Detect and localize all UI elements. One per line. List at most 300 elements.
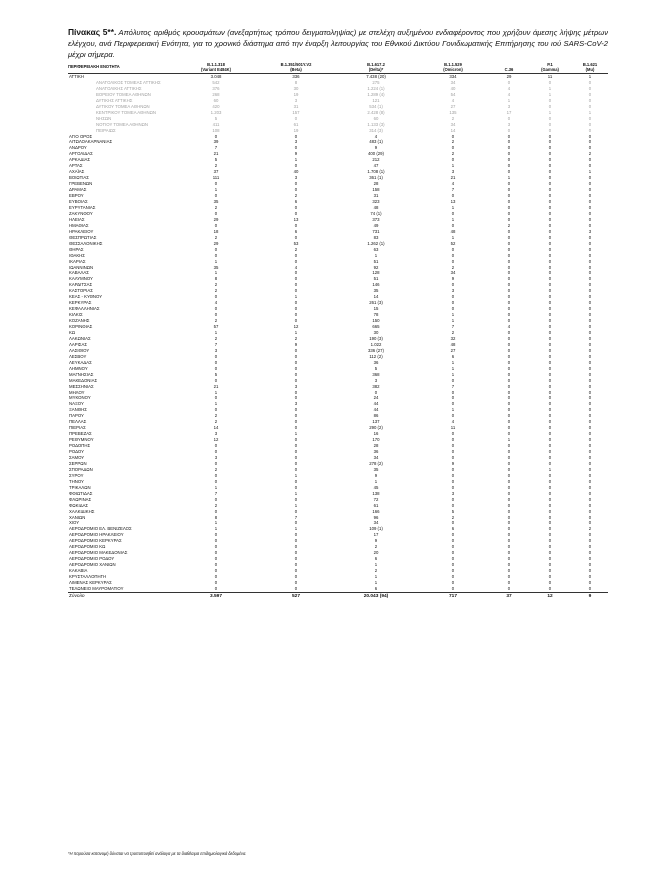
value-cell: 0 — [214, 544, 218, 550]
value-cell: 0 — [507, 341, 511, 347]
value-cell: 0 — [507, 502, 511, 508]
value-cell: 0 — [548, 585, 552, 591]
value-cell: 7.438 (20) — [366, 74, 386, 79]
value-cell: 0 — [548, 127, 552, 133]
value-cell: 0 — [588, 103, 592, 109]
value-cell: 21 — [213, 383, 219, 389]
value-cell: 0 — [294, 413, 298, 419]
value-cell: 0 — [507, 580, 511, 586]
value-cell: 20 — [373, 550, 379, 556]
value-cell: 9 — [374, 145, 378, 151]
value-cell: 336 (27) — [367, 347, 384, 353]
value-cell: 542 — [212, 79, 220, 85]
value-cell: 0 — [588, 216, 592, 222]
value-cell: 0 — [548, 79, 552, 85]
value-cell: 0 — [507, 532, 511, 538]
value-cell: 0 — [507, 455, 511, 460]
value-cell: 0 — [588, 115, 592, 121]
value-cell: 0 — [588, 466, 592, 472]
value-cell: 0 — [294, 270, 298, 276]
value-cell: 1 — [374, 252, 378, 258]
region-name-cell: ΑΕΡΟΔΡΟΜΙΟ ΚΩ — [69, 544, 106, 550]
value-cell: 0 — [507, 359, 511, 365]
value-cell: 24 — [373, 395, 379, 401]
value-cell: 0 — [451, 449, 455, 455]
value-cell: 0 — [451, 550, 455, 556]
value-cell: 0 — [588, 133, 592, 139]
value-cell: 0 — [588, 127, 592, 133]
region-name-cell: ΦΩΚΙΔΑΣ — [69, 502, 89, 508]
value-cell: 53 — [293, 240, 299, 246]
value-cell: 3 — [294, 97, 298, 103]
value-cell: 0 — [548, 97, 552, 103]
value-cell: 0 — [548, 306, 552, 312]
value-cell: 0 — [548, 318, 552, 324]
value-cell: 0 — [548, 359, 552, 365]
value-cell: 0 — [588, 508, 592, 514]
value-cell: 0 — [507, 228, 511, 234]
value-cell: 0 — [451, 133, 455, 139]
value-cell: 0 — [214, 478, 218, 484]
value-cell: 2 — [451, 115, 455, 121]
region-name-cell: ΚΕΑΣ - ΚΥΘΝΟΥ — [69, 294, 103, 300]
value-cell: 483 (1) — [369, 139, 383, 145]
value-cell: 0 — [548, 288, 552, 294]
value-cell: 0 — [588, 532, 592, 538]
value-cell: 0 — [294, 181, 298, 187]
value-cell: 0 — [294, 395, 298, 401]
value-cell: 0 — [588, 210, 592, 216]
value-cell: 2 — [294, 246, 298, 252]
value-cell: 1 — [294, 526, 298, 532]
value-cell: 108 — [212, 127, 220, 133]
value-cell: 0 — [507, 163, 511, 169]
value-cell: 0 — [294, 484, 298, 490]
value-cell: 2 — [214, 204, 218, 210]
value-cell: 0 — [548, 538, 552, 544]
value-cell: 0 — [588, 312, 592, 318]
value-cell: 1 — [214, 258, 218, 264]
value-cell: 0 — [507, 425, 511, 431]
value-cell: 7 — [214, 341, 218, 347]
total-value-cell: 717 — [416, 592, 490, 600]
value-cell: 0 — [214, 181, 218, 187]
value-cell: 34 — [450, 270, 456, 276]
value-cell: 0 — [507, 210, 511, 216]
value-cell: 3 — [294, 383, 298, 389]
value-cell: 0 — [294, 437, 298, 443]
value-cell: 0 — [451, 574, 455, 580]
value-cell: 0 — [507, 318, 511, 324]
value-cell: 0 — [548, 526, 552, 532]
region-name-cell: ΕΥΒΟΙΑΣ — [69, 199, 88, 205]
value-cell: 29 — [213, 240, 219, 246]
value-cell: 0 — [548, 145, 552, 151]
value-cell: 0 — [507, 199, 511, 205]
value-cell: 0 — [214, 472, 218, 478]
value-cell: 0 — [507, 264, 511, 270]
value-cell: 0 — [451, 478, 455, 484]
value-cell: 1 — [451, 216, 455, 222]
value-cell: 0 — [588, 264, 592, 270]
value-cell: 373 — [372, 216, 380, 222]
region-name-cell: ΑΕΡΟΔΡΟΜΙΟ ΧΑΝΙΩΝ — [69, 562, 116, 568]
footnote: *Η παρούσα κατανομή δύναται να τροποποιηθεί ανάλογα με τα διαθέσιμα επιδημιολογικά δεδομένα. — [68, 851, 247, 856]
value-cell: 1 — [294, 329, 298, 335]
value-cell: 0 — [548, 240, 552, 246]
value-cell: 0 — [548, 258, 552, 264]
value-cell: 0 — [548, 335, 552, 341]
value-cell: 157 — [292, 109, 300, 115]
value-cell: 0 — [588, 335, 592, 341]
value-cell: 8 — [294, 79, 298, 85]
value-cell: 0 — [294, 419, 298, 425]
region-name-cell: ΑΡΤΑΣ — [69, 163, 83, 169]
value-cell: 0 — [588, 431, 592, 437]
value-cell: 0 — [548, 157, 552, 163]
value-cell: 0 — [588, 490, 592, 496]
value-cell: 0 — [588, 371, 592, 377]
value-cell: 0 — [507, 365, 511, 371]
column-header — [336, 61, 416, 74]
value-cell: 0 — [214, 407, 218, 413]
column-header-variant: (Delta)* — [368, 67, 384, 73]
value-cell: 0 — [294, 407, 298, 413]
caption-label: Πίνακας 5**. — [68, 27, 117, 37]
region-name-cell: ΑΕΡΟΔΡΟΜΙΟ ΕΛ. ΒΕΝΙΖΕΛΟΣ — [69, 526, 132, 532]
region-name-cell: ΑΕΡΟΔΡΟΜΙΟ ΜΑΚΕΔΟΝΙΑΣ — [69, 550, 128, 556]
value-cell: 0 — [548, 151, 552, 157]
value-cell: 0 — [548, 228, 552, 234]
value-cell: 0 — [507, 472, 511, 478]
value-cell: 9 — [294, 341, 298, 347]
value-cell: 0 — [588, 562, 592, 568]
value-cell: 0 — [507, 282, 511, 288]
value-cell: 0 — [507, 187, 511, 193]
value-cell: 0 — [451, 395, 455, 401]
value-cell: 0 — [294, 371, 298, 377]
total-row — [68, 592, 608, 600]
column-header-lineage: C.36 — [504, 67, 514, 73]
value-cell: 0 — [294, 276, 298, 282]
value-cell: 0 — [548, 371, 552, 377]
value-cell: 11 — [547, 74, 553, 79]
value-cell: 60 — [373, 115, 379, 121]
region-name-cell: ΒΟΡΕΙΟΥ ΤΟΜΕΑ ΑΘΗΝΩΝ — [96, 91, 151, 97]
value-cell: 0 — [588, 556, 592, 562]
value-cell: 1.224 (1) — [367, 85, 385, 91]
value-cell: 0 — [451, 413, 455, 419]
value-cell: 0 — [507, 79, 511, 85]
value-cell: 0 — [214, 556, 218, 562]
value-cell: 0 — [451, 401, 455, 407]
value-cell: 36 — [373, 359, 379, 365]
value-cell: 0 — [294, 508, 298, 514]
value-cell: 0 — [451, 210, 455, 216]
value-cell: 40 — [293, 169, 299, 175]
value-cell: 1 — [588, 169, 592, 175]
value-cell: 0 — [507, 556, 511, 562]
value-cell: 0 — [588, 97, 592, 103]
value-cell: 3 — [214, 431, 218, 437]
variants-table — [68, 61, 608, 600]
value-cell: 0 — [214, 395, 218, 401]
value-cell: 166 — [372, 508, 380, 514]
value-cell: 1 — [451, 371, 455, 377]
value-cell: 0 — [588, 240, 592, 246]
value-cell: 0 — [588, 377, 592, 383]
region-name-cell: ΜΥΚΟΝΟΥ — [69, 395, 91, 401]
value-cell: 0 — [214, 568, 218, 574]
region-name-cell: ΑΕΡΟΔΡΟΜΙΟ ΗΡΑΚΛΕΙΟΥ — [69, 532, 124, 538]
value-cell: 44 — [373, 401, 379, 407]
value-cell: 2 — [451, 264, 455, 270]
value-cell: 0 — [548, 460, 552, 466]
value-cell: 0 — [548, 300, 552, 306]
value-cell: 361 (1) — [369, 175, 383, 181]
value-cell: 0 — [294, 252, 298, 258]
value-cell: 9 — [451, 460, 455, 466]
value-cell: 0 — [507, 496, 511, 502]
total-value-cell: 37 — [490, 592, 528, 600]
value-cell: 0 — [214, 133, 218, 139]
total-value-cell: 12 — [528, 592, 572, 600]
value-cell: 158 — [372, 187, 380, 193]
value-cell: 0 — [588, 193, 592, 199]
value-cell: 0 — [548, 437, 552, 443]
value-cell: 0 — [588, 585, 592, 591]
value-cell: 61 — [293, 121, 299, 127]
value-cell: 12 — [293, 324, 299, 330]
value-cell: 34 — [373, 455, 379, 460]
region-name-cell: ΜΑΓΝΗΣΙΑΣ — [69, 371, 94, 377]
value-cell: 0 — [451, 520, 455, 526]
value-cell: 48 — [373, 204, 379, 210]
region-name-cell: ΦΛΩΡΙΝΑΣ — [69, 496, 92, 502]
value-cell: 0 — [548, 407, 552, 413]
value-cell: 0 — [451, 544, 455, 550]
region-name-cell: ΡΕΘΥΜΝΟΥ — [69, 437, 94, 443]
value-cell: 0 — [507, 181, 511, 187]
value-cell: 0 — [588, 282, 592, 288]
value-cell: 2 — [451, 514, 455, 520]
value-cell: 0 — [507, 270, 511, 276]
value-cell: 27 — [450, 103, 456, 109]
value-cell: 1 — [451, 234, 455, 240]
region-name-cell: ΘΗΡΑΣ — [69, 246, 84, 252]
region-name-cell: ΚΕΦΑΛΛΗΝΙΑΣ — [69, 306, 100, 312]
value-cell: 1 — [214, 329, 218, 335]
value-cell: 0 — [588, 324, 592, 330]
value-cell: 0 — [588, 407, 592, 413]
region-name-cell: ΠΙΕΡΙΑΣ — [69, 425, 86, 431]
region-name-cell: ΚΕΝΤΡΙΚΟΥ ΤΟΜΕΑ ΑΘΗΝΩΝ — [96, 109, 156, 115]
value-cell: 0 — [588, 484, 592, 490]
value-cell: 60 — [213, 97, 219, 103]
value-cell: 0 — [507, 306, 511, 312]
value-cell: 0 — [548, 550, 552, 556]
value-cell: 0 — [588, 478, 592, 484]
value-cell: 0 — [294, 443, 298, 449]
table-caption — [68, 27, 608, 60]
value-cell: 30 — [293, 85, 299, 91]
value-cell: 0 — [451, 472, 455, 478]
value-cell: 0 — [294, 568, 298, 574]
value-cell: 3 — [214, 455, 218, 460]
value-cell: 0 — [451, 532, 455, 538]
value-cell: 121 — [372, 97, 380, 103]
value-cell: 40 — [450, 85, 456, 91]
value-cell: 7 — [451, 324, 455, 330]
value-cell: 0 — [507, 395, 511, 401]
value-cell: 0 — [214, 460, 218, 466]
value-cell: 0 — [588, 234, 592, 240]
value-cell: 420 — [212, 103, 220, 109]
region-name-cell: ΚΑΒΑΛΑΣ — [69, 270, 89, 276]
value-cell: 0 — [588, 199, 592, 205]
region-name-cell: ΘΕΣΣΑΛΟΝΙΚΗΣ — [69, 240, 103, 246]
value-cell: 2 — [374, 568, 378, 574]
value-cell: 0 — [214, 365, 218, 371]
value-cell: 0 — [548, 383, 552, 389]
value-cell: 0 — [548, 175, 552, 181]
value-cell: 0 — [588, 121, 592, 127]
value-cell: 0 — [548, 121, 552, 127]
region-name-cell: ΕΒΡΟΥ — [69, 193, 84, 199]
value-cell: 0 — [507, 526, 511, 532]
region-name-cell: ΚΑΡΔΙΤΣΑΣ — [69, 282, 93, 288]
value-cell: 0 — [548, 312, 552, 318]
value-cell: 0 — [588, 145, 592, 151]
value-cell: 78 — [373, 312, 379, 318]
value-cell: 3 — [588, 228, 592, 234]
value-cell: 0 — [548, 472, 552, 478]
value-cell: 138 — [372, 490, 380, 496]
region-name-cell: ΦΘΙΩΤΙΔΑΣ — [69, 490, 93, 496]
value-cell: 665 — [372, 324, 380, 330]
region-name-cell: ΖΑΚΥΝΘΟΥ — [69, 210, 93, 216]
total-value-cell: 9 — [572, 592, 608, 600]
value-cell: 0 — [294, 365, 298, 371]
value-cell: 1 — [451, 312, 455, 318]
value-cell: 0 — [588, 365, 592, 371]
value-cell: 0 — [548, 210, 552, 216]
region-name-cell: ΝΗΣΩΝ — [96, 115, 112, 121]
value-cell: 34 — [373, 520, 379, 526]
value-cell: 0 — [588, 341, 592, 347]
value-cell: 1 — [451, 359, 455, 365]
value-cell: 0 — [451, 585, 455, 591]
value-cell: 2 — [214, 318, 218, 324]
value-cell: 0 — [507, 550, 511, 556]
value-cell: 1 — [294, 157, 298, 163]
value-cell: 1.708 (1) — [367, 169, 385, 175]
value-cell: 0 — [214, 532, 218, 538]
value-cell: 0 — [548, 502, 552, 508]
region-name-cell: ΓΡΕΒΕΝΩΝ — [69, 181, 93, 187]
value-cell: 0 — [451, 157, 455, 163]
value-cell: 146 — [372, 282, 380, 288]
value-cell: 0 — [588, 157, 592, 163]
value-cell: 0 — [451, 389, 455, 395]
region-name-cell: ΑΧΑΪΑΣ — [69, 169, 85, 175]
value-cell: 0 — [507, 240, 511, 246]
value-cell: 0 — [588, 383, 592, 389]
value-cell: 0 — [294, 556, 298, 562]
value-cell: 278 (2) — [369, 460, 383, 466]
value-cell: 2 — [451, 151, 455, 157]
region-name-cell: ΑΝΑΤΟΛΙΚΟΣ ΤΟΜΕΑΣ ΑΤΤΙΚΗΣ — [96, 79, 161, 85]
region-name-cell: ΑΕΡΟΔΡΟΜΙΟ ΡΟΔΟΥ — [69, 556, 115, 562]
value-cell: 86 — [373, 413, 379, 419]
value-cell: 4 — [294, 264, 298, 270]
value-cell: 52 — [450, 240, 456, 246]
value-cell: 212 — [372, 157, 380, 163]
column-header-variant: (Gamma) — [541, 67, 559, 73]
value-cell: 6 — [451, 526, 455, 532]
value-cell: 0 — [507, 347, 511, 353]
value-cell: 5 — [374, 365, 378, 371]
value-cell: 48 — [450, 228, 456, 234]
value-cell: 0 — [451, 377, 455, 383]
value-cell: 0 — [294, 455, 298, 460]
value-cell: 36 — [373, 449, 379, 455]
value-cell: 29 — [506, 74, 512, 79]
value-cell: 0 — [548, 103, 552, 109]
value-cell: 0 — [588, 568, 592, 574]
value-cell: 31 — [293, 103, 299, 109]
region-name-cell: ΠΕΛΛΑΣ — [69, 419, 87, 425]
value-cell: 0 — [588, 389, 592, 395]
value-cell: 0 — [451, 294, 455, 300]
region-name-cell: ΧΙΟΥ — [69, 520, 80, 526]
value-cell: 170 — [372, 437, 380, 443]
value-cell: 35 — [373, 466, 379, 472]
region-name-cell: ΙΘΑΚΗΣ — [69, 252, 85, 258]
region-name-cell: ΝΟΤΙΟΥ ΤΟΜΕΑ ΑΘΗΝΩΝ — [96, 121, 148, 127]
value-cell: 4 — [214, 300, 218, 306]
value-cell: 3 — [507, 121, 511, 127]
value-cell: 0 — [451, 193, 455, 199]
value-cell: 0 — [214, 312, 218, 318]
value-cell: 0 — [548, 246, 552, 252]
value-cell: 0 — [588, 294, 592, 300]
value-cell: 2 — [214, 419, 218, 425]
value-cell: 0 — [588, 449, 592, 455]
value-cell: 1 — [507, 437, 511, 443]
value-cell: 14 — [450, 127, 456, 133]
value-cell: 0 — [507, 276, 511, 282]
value-cell: 83 — [373, 234, 379, 240]
value-cell: 0 — [588, 288, 592, 294]
value-cell: 0 — [451, 443, 455, 449]
value-cell: 1 — [374, 562, 378, 568]
value-cell: 0 — [214, 193, 218, 199]
value-cell: 0 — [294, 353, 298, 359]
region-name-cell: ΤΡΙΚΑΛΩΝ — [69, 484, 91, 490]
column-header-variant: (Variant E484K) — [200, 67, 232, 73]
value-cell: 6 — [294, 199, 298, 205]
region-name-cell: ΜΗΛΟΥ — [69, 389, 85, 395]
region-name-cell: ΚΟΡΙΝΘΙΑΣ — [69, 324, 93, 330]
value-cell: 44 — [373, 407, 379, 413]
value-cell: 150 — [372, 318, 380, 324]
value-cell: 111 — [212, 175, 220, 181]
value-cell: 4 — [451, 419, 455, 425]
value-cell: 0 — [588, 443, 592, 449]
value-cell: 275 — [372, 79, 380, 85]
value-cell: 17 — [506, 109, 512, 115]
